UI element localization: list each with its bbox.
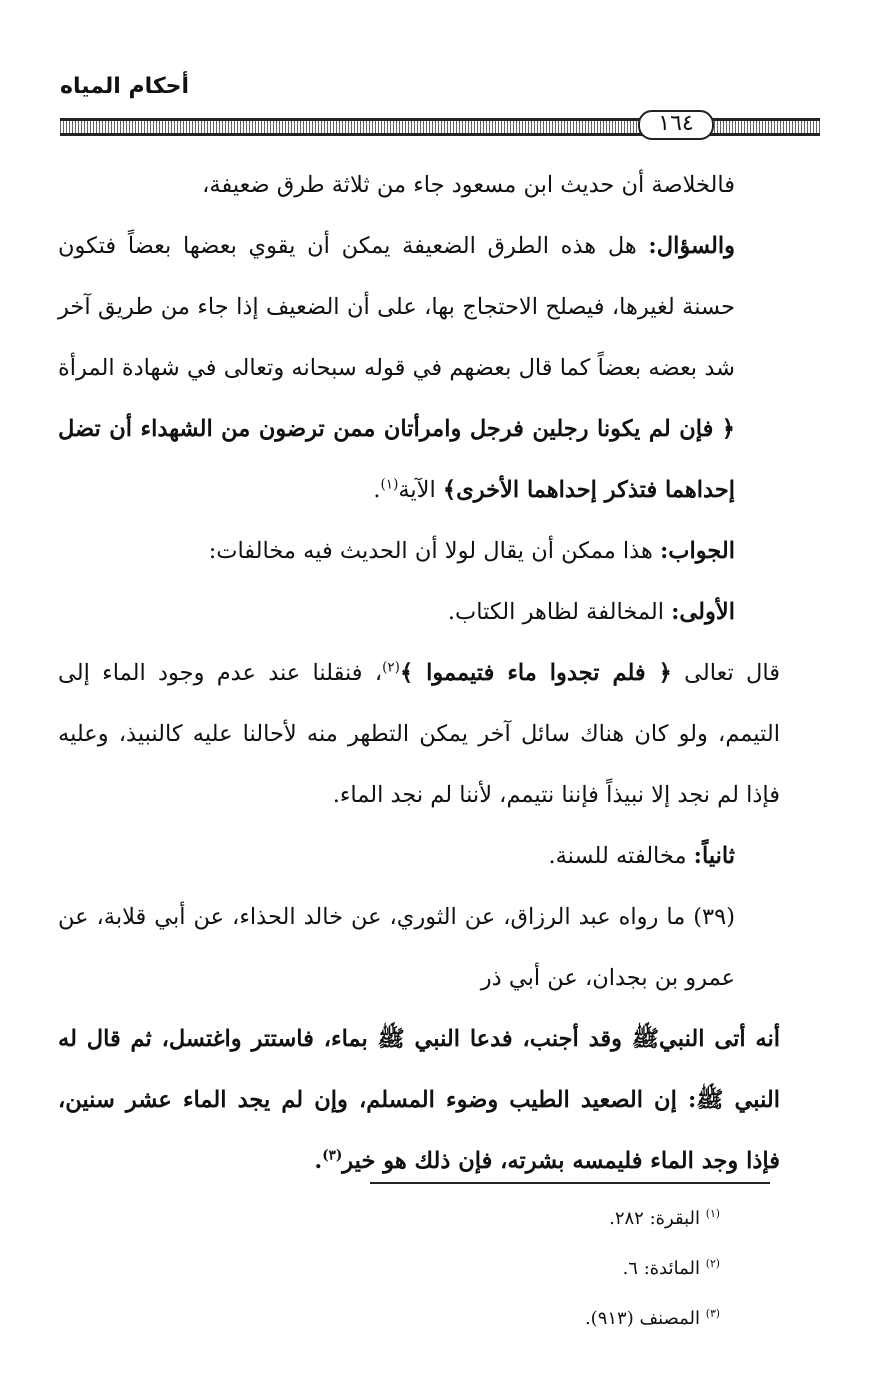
footnote-ref-3: (٣) — [322, 1147, 343, 1164]
paragraph-second — [58, 826, 780, 887]
footnote-text: المصنف (٩١٣). — [584, 1308, 706, 1329]
page-header — [60, 74, 820, 144]
paragraph-first — [58, 582, 780, 643]
footnote-text: البقرة: ٢٨٢. — [609, 1208, 706, 1229]
footnote-text: المائدة: ٦. — [622, 1258, 706, 1279]
ayah-label: الآية — [398, 477, 443, 503]
footnote-1 — [370, 1194, 770, 1244]
quran-quote-maidah: ﴿ فلم تجدوا ماء فتيمموا ﴾ — [399, 660, 672, 686]
answer-label: الجواب: — [660, 538, 735, 564]
answer-text: هذا ممكن أن يقال لولا أن الحديث فيه مخالفات: — [208, 538, 660, 564]
quran-quote-baqarah: ﴿ فإن لم يكونا رجلين فرجل وامرأتان ممن ترضون من الشهداء أن تضل إحداهما فتذكر إحداهما الأخرى﴾ — [58, 416, 735, 503]
footnote-marker: (٣) — [705, 1307, 720, 1320]
paragraph-ayah — [58, 643, 780, 826]
ayah-text: ، فنقلنا عند عدم وجود الماء إلى التيمم، ولو كان هناك سائل آخر يمكن التطهر منه لأحالنا عليه كالنبيذ، وعليه فإذا لم نجد إلا نبيذاً فإننا نتيمم، لأننا لم نجد الماء. — [58, 660, 780, 808]
footnote-ref-1: (١) — [380, 476, 399, 493]
page-body — [58, 155, 780, 1192]
paragraph-question — [58, 216, 780, 521]
footnotes — [370, 1182, 770, 1344]
first-label: الأولى: — [671, 599, 735, 625]
hadith-text: أنه أتى النبيﷺ وقد أجنب، فدعا النبي ﷺ بماء، فاستتر واغتسل، ثم قال له النبي ﷺ: إن الصعيد الطيب وضوء المسلم، وإن لم يجد الماء عشر سنين، فإذا وجد الماء فليمسه بشرته، فإن ذلك هو خير — [58, 1026, 780, 1174]
question-end: . — [373, 477, 381, 503]
ayah-intro: قال تعالى — [671, 660, 780, 686]
paragraph-narration-chain: (٣٩) ما رواه عبد الرزاق، عن الثوري، عن خالد الحذاء، عن أبي قلابة، عن عمرو بن بجدان، عن أبي ذر — [58, 904, 735, 991]
footnote-3 — [370, 1294, 770, 1344]
paragraph-summary: فالخلاصة أن حديث ابن مسعود جاء من ثلاثة طرق ضعيفة، — [202, 172, 735, 198]
footnote-marker: (١) — [705, 1207, 720, 1220]
paragraph-answer — [58, 521, 780, 582]
page-number: ١٦٤ — [638, 110, 714, 140]
footnote-2 — [370, 1244, 770, 1294]
first-text: المخالفة لظاهر الكتاب. — [447, 599, 672, 625]
question-text: هل هذه الطرق الضعيفة يمكن أن يقوي بعضها بعضاً فتكون حسنة لغيرها، فيصلح الاحتجاج بها، على أن الضعيف إذا جاء من طريق آخر شد بعضه بعضاً كما قال بعضهم في قوله سبحانه وتعالى في شهادة المرأة — [58, 233, 735, 381]
paragraph-hadith — [58, 1009, 780, 1192]
second-label: ثانياً: — [693, 843, 735, 869]
question-label: والسؤال: — [648, 233, 735, 259]
footnote-marker: (٢) — [705, 1257, 720, 1270]
hadith-end: . — [314, 1148, 323, 1174]
footnote-ref-2: (٢) — [382, 659, 400, 676]
running-title: أحكام المياه — [60, 74, 190, 99]
second-text: مخالفته للسنة. — [548, 843, 694, 869]
